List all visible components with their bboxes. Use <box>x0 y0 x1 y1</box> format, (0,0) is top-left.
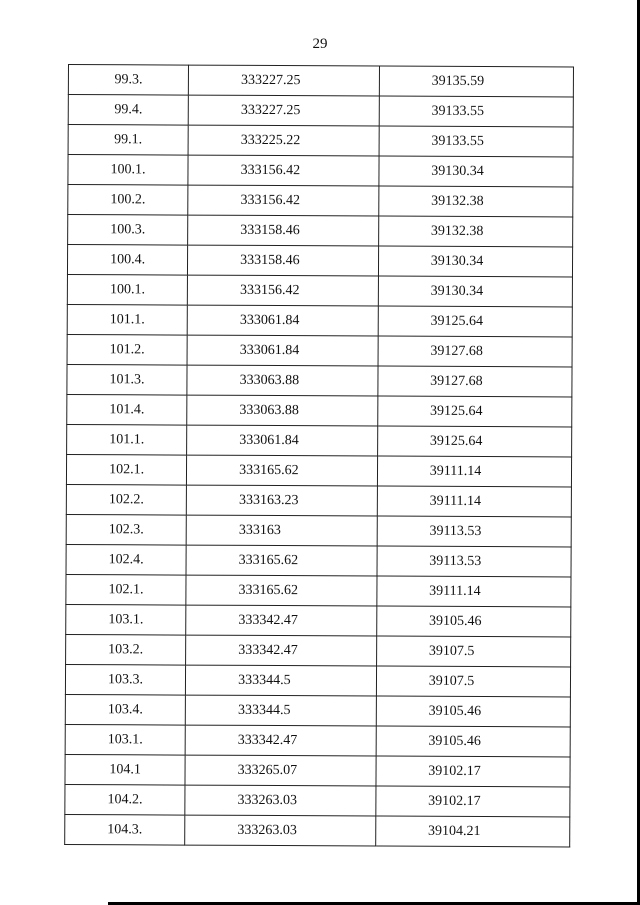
x-coordinate-cell: 333342.47 <box>186 605 377 636</box>
table-row <box>68 65 573 97</box>
x-coordinate-cell: 333263.03 <box>185 785 376 816</box>
x-coordinate-cell: 333061.84 <box>187 305 378 336</box>
x-coordinate-cell: 333344.5 <box>186 665 377 696</box>
point-number-cell: 101.2. <box>67 334 187 365</box>
table-row <box>66 514 571 546</box>
point-number-cell: 101.4. <box>67 394 187 425</box>
y-coordinate-cell: 39105.46 <box>376 606 570 637</box>
y-coordinate-cell: 39111.14 <box>377 456 571 487</box>
x-coordinate-cell: 333225.22 <box>188 125 379 156</box>
y-coordinate-cell: 39111.14 <box>377 486 571 517</box>
table-row <box>67 424 572 456</box>
point-number-cell: 103.3. <box>65 664 185 695</box>
x-coordinate-cell: 333342.47 <box>185 725 376 756</box>
x-coordinate-cell: 333156.42 <box>187 275 378 306</box>
point-number-cell: 103.1. <box>66 604 186 635</box>
y-coordinate-cell: 39127.68 <box>378 336 572 367</box>
point-number-cell: 100.2. <box>68 185 188 216</box>
table-row <box>65 754 570 786</box>
table-row <box>65 784 570 816</box>
table-row <box>68 215 573 247</box>
table-row <box>67 274 572 306</box>
table-row <box>68 95 573 127</box>
y-coordinate-cell: 39127.68 <box>378 366 572 397</box>
y-coordinate-cell: 39133.55 <box>379 96 573 127</box>
point-number-cell: 101.3. <box>67 364 187 395</box>
x-coordinate-cell: 333061.84 <box>187 425 378 456</box>
coordinates-table <box>64 64 574 847</box>
point-number-cell: 103.1. <box>65 724 185 755</box>
y-coordinate-cell: 39130.34 <box>378 246 572 277</box>
y-coordinate-cell: 39130.34 <box>378 276 572 307</box>
x-coordinate-cell: 333227.25 <box>188 95 379 126</box>
y-coordinate-cell: 39113.53 <box>377 516 571 547</box>
table-row <box>66 454 571 486</box>
y-coordinate-cell: 39132.38 <box>379 186 573 217</box>
table-row <box>66 634 571 666</box>
x-coordinate-cell: 333156.42 <box>188 155 379 186</box>
table-row <box>65 664 570 696</box>
x-coordinate-cell: 333227.25 <box>188 65 379 96</box>
point-number-cell: 100.1. <box>68 155 188 186</box>
table-row <box>67 394 572 426</box>
table-row <box>65 694 570 726</box>
point-number-cell: 104.3. <box>65 814 185 845</box>
page-number: 29 <box>312 36 328 52</box>
point-number-cell: 102.1. <box>66 454 186 485</box>
point-number-cell: 103.2. <box>66 634 186 665</box>
point-number-cell: 99.3. <box>68 65 188 96</box>
y-coordinate-cell: 39102.17 <box>376 756 570 787</box>
point-number-cell: 100.3. <box>68 215 188 246</box>
point-number-cell: 100.4. <box>67 245 187 276</box>
point-number-cell: 102.2. <box>66 484 186 515</box>
x-coordinate-cell: 333165.62 <box>186 545 377 576</box>
y-coordinate-cell: 39125.64 <box>377 426 571 457</box>
point-number-cell: 104.1 <box>65 754 185 785</box>
table-row <box>66 484 571 516</box>
point-number-cell: 99.1. <box>68 125 188 156</box>
table-row <box>65 724 570 756</box>
y-coordinate-cell: 39105.46 <box>376 696 570 727</box>
table-row <box>68 185 573 217</box>
point-number-cell: 102.1. <box>66 574 186 605</box>
table-row <box>67 245 572 277</box>
x-coordinate-cell: 333158.46 <box>188 245 379 276</box>
y-coordinate-cell: 39135.59 <box>379 66 573 97</box>
x-coordinate-cell: 333165.62 <box>186 575 377 606</box>
y-coordinate-cell: 39113.53 <box>377 546 571 577</box>
table-row <box>67 364 572 396</box>
table-row <box>67 334 572 366</box>
coordinates-table-body <box>65 65 574 847</box>
x-coordinate-cell: 333063.88 <box>187 395 378 426</box>
table-row <box>66 544 571 576</box>
y-coordinate-cell: 39130.34 <box>379 156 573 187</box>
point-number-cell: 103.4. <box>65 694 185 725</box>
table-row <box>66 604 571 636</box>
table-row <box>68 125 573 157</box>
point-number-cell: 104.2. <box>65 784 185 815</box>
x-coordinate-cell: 333061.84 <box>187 335 378 366</box>
x-coordinate-cell: 333163 <box>186 515 377 546</box>
table-row <box>68 155 573 187</box>
y-coordinate-cell: 39107.5 <box>376 636 570 667</box>
y-coordinate-cell: 39111.14 <box>377 576 571 607</box>
y-coordinate-cell: 39102.17 <box>376 786 570 817</box>
y-coordinate-cell: 39132.38 <box>378 216 572 247</box>
x-coordinate-cell: 333163.23 <box>186 485 377 516</box>
y-coordinate-cell: 39105.46 <box>376 726 570 757</box>
x-coordinate-cell: 333156.42 <box>188 185 379 216</box>
table-row <box>65 814 570 846</box>
x-coordinate-cell: 333265.07 <box>185 755 376 786</box>
y-coordinate-cell: 39107.5 <box>376 666 570 697</box>
point-number-cell: 99.4. <box>68 95 188 126</box>
y-coordinate-cell: 39104.21 <box>375 816 569 847</box>
point-number-cell: 102.3. <box>66 514 186 545</box>
point-number-cell: 101.1. <box>67 424 187 455</box>
x-coordinate-cell: 333344.5 <box>185 695 376 726</box>
x-coordinate-cell: 333063.88 <box>187 365 378 396</box>
point-number-cell: 102.4. <box>66 544 186 575</box>
table-row <box>66 574 571 606</box>
table-row <box>67 304 572 336</box>
point-number-cell: 100.1. <box>67 274 187 305</box>
x-coordinate-cell: 333165.62 <box>187 455 378 486</box>
x-coordinate-cell: 333158.46 <box>188 215 379 246</box>
point-number-cell: 101.1. <box>67 304 187 335</box>
y-coordinate-cell: 39125.64 <box>378 306 572 337</box>
x-coordinate-cell: 333263.03 <box>185 815 376 846</box>
y-coordinate-cell: 39133.55 <box>379 126 573 157</box>
y-coordinate-cell: 39125.64 <box>377 396 571 427</box>
x-coordinate-cell: 333342.47 <box>186 635 377 666</box>
